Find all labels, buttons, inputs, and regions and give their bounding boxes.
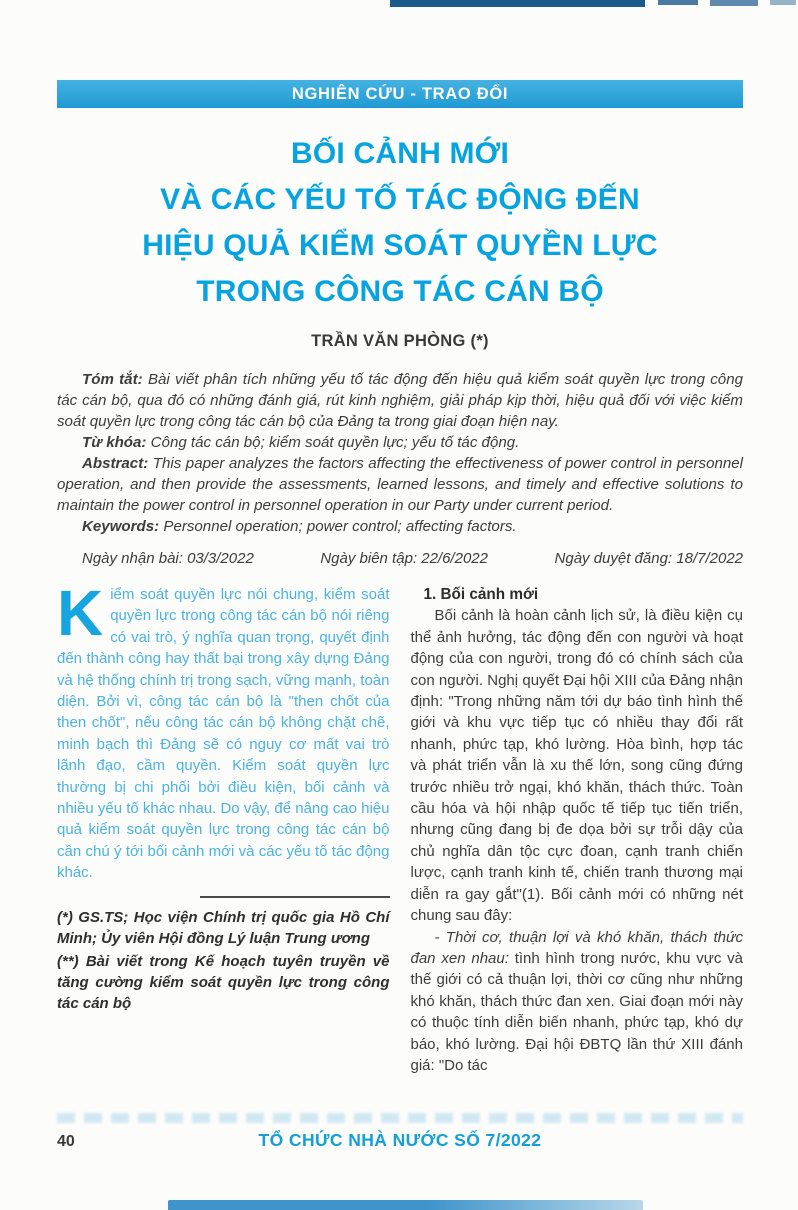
body-paragraph-1: Bối cảnh là hoàn cảnh lịch sử, là điều kiện cụ thể ảnh hưởng, tác động đến con người và hoạt động của con người, trong đó có chính sách của con người. Nghị quyết Đại hội XIII của Đảng nhận định: "Trong những năm tới dự báo tình hình thế giới và khu vực tiếp tục có nhiều thay đổi rất nhanh, phức tạp, khó lường. Hòa bình, hợp tác và phát triển vẫn là xu thế lớn, song cũng đứng trước nhiều trở ngại, khó khăn, thách thức. Toàn cầu hóa và hội nhập quốc tế tiếp tục tiến triển, nhưng cũng đang bị đe dọa bởi sự trỗi dậy của chủ nghĩa dân tộc cực đoan, cạnh tranh chiến lược, cạnh tranh kinh tế, chiến tranh thương mại diễn ra gay gắt"(1). Bối cảnh mới có những nét chung sau đây:	[410, 607, 743, 925]
footnote-2: (**) Bài viết trong Kế hoạch tuyên truyền về tăng cường kiểm soát quyền lực trong công tác cán bộ	[57, 952, 390, 1013]
footnote-1: (*) GS.TS; Học viện Chính trị quốc gia Hồ Chí Minh; Ủy viên Hội đồng Lý luận Trung ương	[57, 908, 390, 948]
article-title	[57, 131, 743, 315]
section-heading: 1. Bối cảnh mới	[423, 586, 539, 603]
right-column	[411, 584, 744, 1076]
intro-text: iểm soát quyền lực nói chung, kiểm soát quyền lực trong công tác cán bộ nói riêng có vai trò, ý nghĩa quan trọng, quyết định đến thành công hay thất bại trong xây dựng Đảng và hệ thống chính trị trong sạch, vững mạnh, toàn diện. Bởi vì, công tác cán bộ là "then chốt của then chốt", nếu công tác cán bộ không chặt chẽ, minh bạch thì Đảng sẽ có nguy cơ mất vai trò lãnh đạo, cầm quyền. Kiểm soát quyền lực thường bị chi phối bởi điều kiện, bối cảnh và nhiều yếu tố khác nhau. Do vậy, để nâng cao hiệu quả kiểm soát quyền lực trong công tác cán bộ cần chú ý tới bối cảnh mới và các yếu tố tác động khác.	[57, 586, 390, 882]
abstract-vi-paragraph	[57, 369, 743, 432]
abstract-block	[57, 369, 743, 537]
abstract-en-paragraph	[57, 453, 743, 516]
abstract-en-text: This paper analyzes the factors affecting the effectiveness of power control in personnel operation, and then provide the assessments, learned lessons, and timely and effective solutions to maintain the power control in personnel operation in our Party under current period.	[57, 455, 743, 514]
scan-artifact-bottom	[168, 1200, 643, 1210]
page-number: 40	[57, 1133, 75, 1150]
page-footer	[57, 1130, 743, 1151]
date-received: Ngày nhận bài: 03/3/2022	[82, 550, 254, 567]
title-line-2: VÀ CÁC YẾU TỐ TÁC ĐỘNG ĐẾN	[160, 183, 640, 216]
journal-title: TỔ CHỨC NHÀ NƯỚC SỐ 7/2022	[258, 1130, 542, 1150]
title-line-1: BỐI CẢNH MỚI	[291, 137, 509, 170]
keywords-vi-label: Từ khóa:	[82, 434, 147, 451]
keywords-en-paragraph	[57, 516, 743, 537]
abstract-vi-label: Tóm tắt:	[82, 371, 143, 388]
keywords-en-text: Personnel operation; power control; affecting factors.	[163, 518, 517, 535]
intro-paragraph	[57, 577, 390, 884]
date-edited: Ngày biên tập: 22/6/2022	[320, 550, 488, 567]
page-content	[57, 0, 743, 1076]
dates-row	[57, 550, 743, 567]
body-columns	[57, 577, 743, 1076]
keywords-en-label: Keywords:	[82, 518, 160, 535]
title-line-3: HIỆU QUẢ KIỂM SOÁT QUYỀN LỰC	[142, 229, 658, 262]
drop-cap: K	[57, 577, 104, 649]
abstract-vi-text: Bài viết phân tích những yếu tố tác động đến hiệu quả kiểm soát quyền lực trong công tác cán bộ, qua đó có những đánh giá, rút kinh nghiệm, giải pháp kịp thời, hiệu quả đối với việc kiểm soát quyền lực trong công tác cán bộ của Đảng ta trong giai đoạn hiện nay.	[57, 371, 743, 430]
left-column	[57, 577, 390, 1076]
abstract-en-label: Abstract:	[82, 455, 149, 472]
keywords-vi-text: Công tác cán bộ; kiểm soát quyền lực; yếu tố tác động.	[150, 434, 520, 451]
footnote-divider	[200, 896, 390, 898]
scan-artifact-top-4	[770, 0, 796, 5]
author-line: TRẦN VĂN PHÒNG (*)	[311, 332, 489, 350]
section-banner-title: NGHIÊN CỨU - TRAO ĐỔI	[291, 84, 509, 103]
section-banner	[57, 80, 743, 108]
body-paragraph-2	[411, 927, 744, 1077]
date-approved: Ngày duyệt đăng: 18/7/2022	[554, 550, 743, 567]
scan-bleed-strip	[57, 1113, 743, 1123]
paragraph-2-rest: tình hình trong nước, khu vực và thế giới có cả thuận lợi, thời cơ cũng như những khó khăn, thách thức đan xen. Giai đoạn mới này có thuộc tính diễn biến nhanh, phức tạp, khó dự báo, khó lường. Đại hội ĐBTQ lần thứ XIII đánh giá: "Do tác	[410, 949, 743, 1074]
keywords-vi-paragraph	[57, 432, 743, 453]
paragraph-2-lead: - Thời cơ, thuận lợi và khó khăn, thách thức đan xen nhau:	[410, 928, 743, 967]
title-line-4: TRONG CÔNG TÁC CÁN BỘ	[196, 275, 604, 308]
